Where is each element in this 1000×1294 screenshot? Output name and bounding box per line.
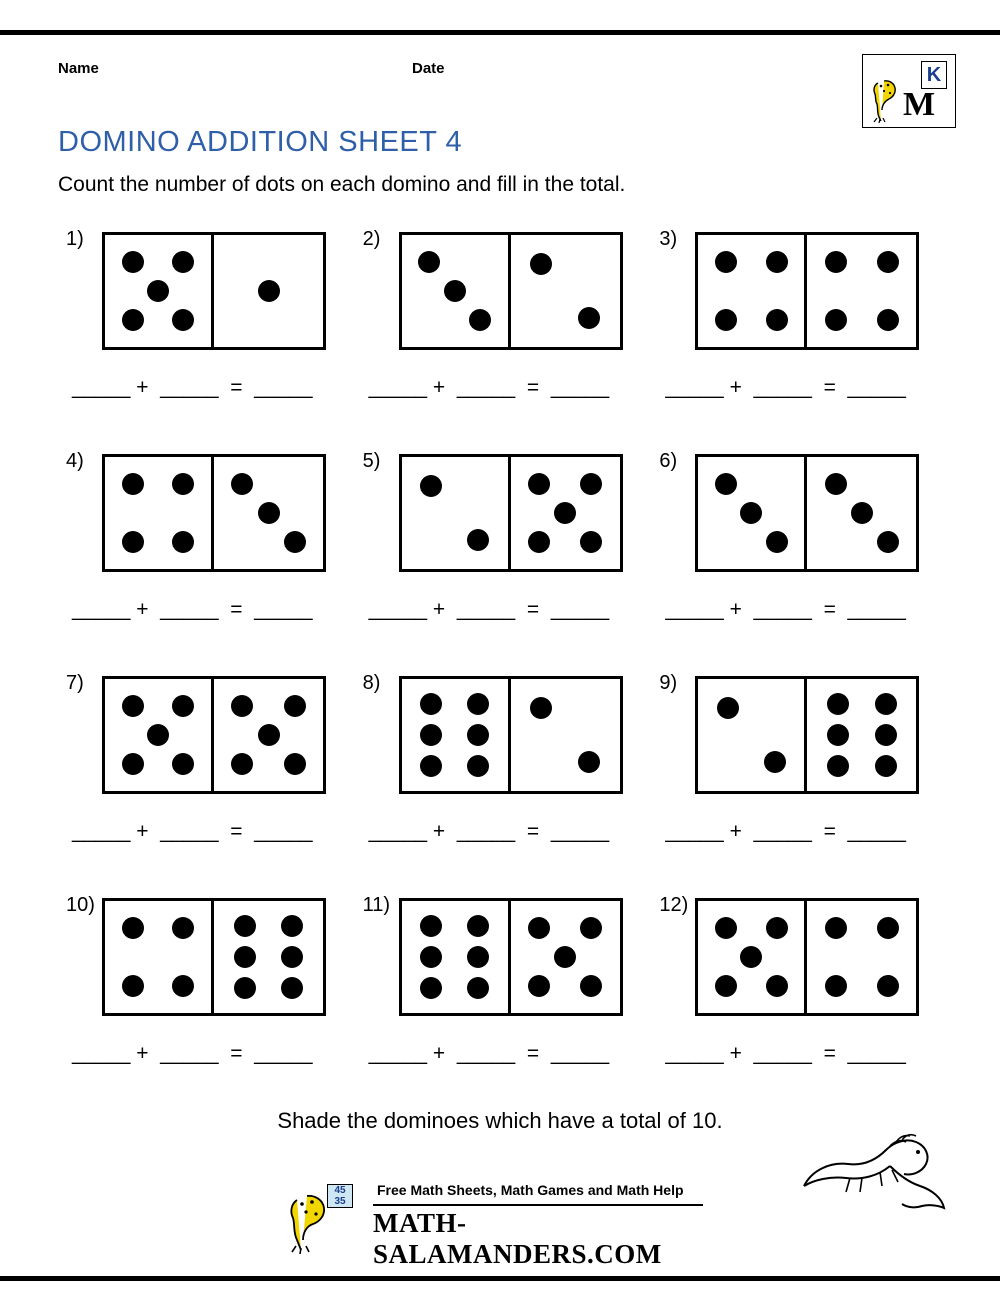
domino-tile[interactable] [102, 676, 326, 794]
domino-tile[interactable] [102, 454, 326, 572]
domino-pip [766, 309, 788, 331]
domino-pip [122, 695, 144, 717]
domino-pip [715, 251, 737, 273]
problem-9 [651, 672, 948, 894]
domino-half-right [511, 235, 620, 347]
problem-number: 7) [66, 672, 84, 694]
problem-5 [355, 450, 652, 672]
domino-pip [420, 693, 442, 715]
domino-pip [827, 724, 849, 746]
domino-pip [122, 753, 144, 775]
domino-pip [578, 751, 600, 773]
domino-pip [258, 502, 280, 524]
domino-pip [234, 915, 256, 937]
answer-blank-line[interactable]: _____ + _____ = _____ [368, 598, 610, 621]
domino-half-left [698, 679, 807, 791]
domino-pip [231, 753, 253, 775]
footer-card-icon [327, 1184, 353, 1208]
domino-half-right [807, 235, 916, 347]
salamander-icon [870, 77, 904, 123]
domino-pip [528, 975, 550, 997]
domino-pip [877, 917, 899, 939]
domino-half-left [105, 901, 214, 1013]
domino-pip [420, 977, 442, 999]
domino-pip [578, 307, 600, 329]
domino-half-right [807, 901, 916, 1013]
domino-tile[interactable] [399, 898, 623, 1016]
domino-pip [715, 473, 737, 495]
domino-half-left [105, 457, 214, 569]
footer-card-top: 45 [334, 1185, 346, 1196]
domino-pip [827, 755, 849, 777]
domino-pip [122, 975, 144, 997]
domino-half-right [807, 679, 916, 791]
domino-half-right [214, 235, 323, 347]
domino-pip [234, 946, 256, 968]
domino-pip [420, 755, 442, 777]
problem-number: 12) [659, 894, 689, 916]
domino-tile[interactable] [695, 232, 919, 350]
answer-blank-line[interactable]: _____ + _____ = _____ [665, 820, 906, 843]
domino-pip [467, 915, 489, 937]
answer-blank-line[interactable]: _____ + _____ = _____ [368, 376, 610, 399]
domino-pip [420, 915, 442, 937]
domino-half-left [698, 235, 807, 347]
footer-tagline: Free Math Sheets, Math Games and Math Help [377, 1182, 684, 1198]
answer-blank-line[interactable]: _____ + _____ = _____ [72, 1042, 313, 1065]
domino-pip [740, 946, 762, 968]
domino-pip [172, 753, 194, 775]
domino-pip [284, 695, 306, 717]
domino-pip [875, 724, 897, 746]
domino-pip [172, 531, 194, 553]
domino-pip [231, 695, 253, 717]
answer-blank-line[interactable]: _____ + _____ = _____ [72, 376, 313, 399]
name-label: Name [58, 60, 99, 77]
domino-half-right [511, 457, 620, 569]
domino-pip [284, 753, 306, 775]
domino-pip [122, 917, 144, 939]
instruction-text: Count the number of dots on each domino and fill in the total. [58, 173, 626, 196]
domino-pip [172, 917, 194, 939]
problem-grid [58, 228, 948, 1116]
domino-pip [877, 309, 899, 331]
domino-pip [766, 251, 788, 273]
domino-half-right [214, 457, 323, 569]
domino-pip [258, 724, 280, 746]
answer-blank-line[interactable]: _____ + _____ = _____ [72, 598, 313, 621]
footer-card-bottom: 35 [334, 1196, 346, 1207]
domino-pip [469, 309, 491, 331]
domino-pip [530, 697, 552, 719]
domino-pip [172, 309, 194, 331]
domino-pip [528, 473, 550, 495]
bottom-rule [0, 1276, 1000, 1281]
problem-row [58, 894, 948, 1116]
logo-m-mark: M [903, 86, 936, 123]
domino-pip [825, 917, 847, 939]
problem-row [58, 672, 948, 894]
domino-pip [580, 473, 602, 495]
domino-pip [420, 946, 442, 968]
domino-half-left [402, 457, 511, 569]
problem-number: 8) [362, 672, 381, 694]
domino-pip [172, 695, 194, 717]
domino-half-left [402, 235, 511, 347]
domino-pip [580, 531, 602, 553]
answer-blank-line[interactable]: _____ + _____ = _____ [665, 598, 906, 621]
domino-pip [234, 977, 256, 999]
domino-pip [825, 473, 847, 495]
page-title: DOMINO ADDITION SHEET 4 [58, 126, 463, 158]
domino-half-left [698, 457, 807, 569]
brand-logo [862, 54, 956, 128]
answer-blank-line[interactable]: _____ + _____ = _____ [368, 820, 610, 843]
domino-pip [281, 977, 303, 999]
domino-half-left [402, 901, 511, 1013]
domino-pip [467, 693, 489, 715]
domino-tile[interactable] [399, 454, 623, 572]
domino-half-left [402, 679, 511, 791]
domino-pip [715, 975, 737, 997]
domino-pip [717, 697, 739, 719]
domino-tile[interactable] [102, 898, 326, 1016]
domino-tile[interactable] [695, 676, 919, 794]
domino-half-left [105, 679, 214, 791]
domino-pip [715, 309, 737, 331]
footer [0, 1182, 1000, 1267]
domino-pip [420, 724, 442, 746]
answer-blank-line[interactable]: _____ + _____ = _____ [665, 1042, 906, 1065]
answer-blank-line[interactable]: _____ + _____ = _____ [368, 1042, 610, 1065]
domino-pip [827, 693, 849, 715]
domino-pip [851, 502, 873, 524]
domino-pip [825, 251, 847, 273]
domino-pip [877, 251, 899, 273]
problem-6 [651, 450, 948, 672]
problem-row [58, 228, 948, 450]
domino-pip [420, 475, 442, 497]
domino-pip [281, 946, 303, 968]
domino-pip [147, 280, 169, 302]
domino-pip [122, 251, 144, 273]
problem-3 [651, 228, 948, 450]
problem-row [58, 450, 948, 672]
domino-pip [467, 755, 489, 777]
domino-pip [281, 915, 303, 937]
problem-4 [58, 450, 355, 672]
problem-number: 11) [362, 894, 391, 916]
problem-1 [58, 228, 355, 450]
domino-tile[interactable] [102, 232, 326, 350]
problem-7 [58, 672, 355, 894]
domino-pip [528, 531, 550, 553]
domino-pip [875, 755, 897, 777]
domino-half-right [214, 679, 323, 791]
domino-pip [172, 975, 194, 997]
problem-11 [355, 894, 652, 1116]
domino-pip [877, 975, 899, 997]
domino-pip [172, 251, 194, 273]
domino-pip [764, 751, 786, 773]
domino-pip [147, 724, 169, 746]
domino-pip [467, 724, 489, 746]
footer-url: MATH-SALAMANDERS.COM [373, 1208, 662, 1269]
domino-pip [528, 917, 550, 939]
domino-pip [258, 280, 280, 302]
domino-pip [530, 253, 552, 275]
problem-number: 5) [362, 450, 381, 472]
domino-pip [467, 946, 489, 968]
domino-pip [766, 917, 788, 939]
domino-pip [715, 917, 737, 939]
domino-tile[interactable] [399, 232, 623, 350]
domino-half-left [698, 901, 807, 1013]
domino-pip [875, 693, 897, 715]
problem-number: 3) [659, 228, 678, 250]
domino-pip [444, 280, 466, 302]
domino-half-left [105, 235, 214, 347]
top-rule [0, 30, 1000, 35]
problem-number: 6) [659, 450, 678, 472]
date-label: Date [412, 60, 445, 77]
domino-pip [766, 531, 788, 553]
answer-blank-line[interactable]: _____ + _____ = _____ [665, 376, 906, 399]
domino-pip [172, 473, 194, 495]
domino-pip [825, 975, 847, 997]
domino-pip [284, 531, 306, 553]
domino-tile[interactable] [695, 454, 919, 572]
domino-pip [580, 975, 602, 997]
domino-pip [877, 531, 899, 553]
domino-pip [467, 977, 489, 999]
answer-blank-line[interactable]: _____ + _____ = _____ [72, 820, 313, 843]
domino-pip [122, 531, 144, 553]
domino-half-right [214, 901, 323, 1013]
domino-pip [467, 529, 489, 551]
domino-pip [766, 975, 788, 997]
problem-8 [355, 672, 652, 894]
shade-instruction: Shade the dominoes which have a total of 10. [277, 1108, 723, 1133]
problem-10 [58, 894, 355, 1116]
domino-pip [418, 251, 440, 273]
domino-half-right [511, 679, 620, 791]
domino-pip [554, 502, 576, 524]
domino-half-right [807, 457, 916, 569]
problem-2 [355, 228, 652, 450]
problem-number: 9) [659, 672, 678, 694]
problem-number: 10) [66, 894, 95, 916]
problem-12 [651, 894, 948, 1116]
domino-pip [122, 309, 144, 331]
problem-number: 2) [362, 228, 381, 250]
footer-divider [373, 1204, 703, 1206]
domino-pip [231, 473, 253, 495]
domino-half-right [511, 901, 620, 1013]
domino-tile[interactable] [399, 676, 623, 794]
problem-number: 4) [66, 450, 84, 472]
domino-pip [740, 502, 762, 524]
domino-pip [825, 309, 847, 331]
domino-pip [554, 946, 576, 968]
domino-tile[interactable] [695, 898, 919, 1016]
domino-pip [580, 917, 602, 939]
domino-pip [122, 473, 144, 495]
grade-level-badge: K [921, 61, 947, 89]
problem-number: 1) [66, 228, 84, 250]
